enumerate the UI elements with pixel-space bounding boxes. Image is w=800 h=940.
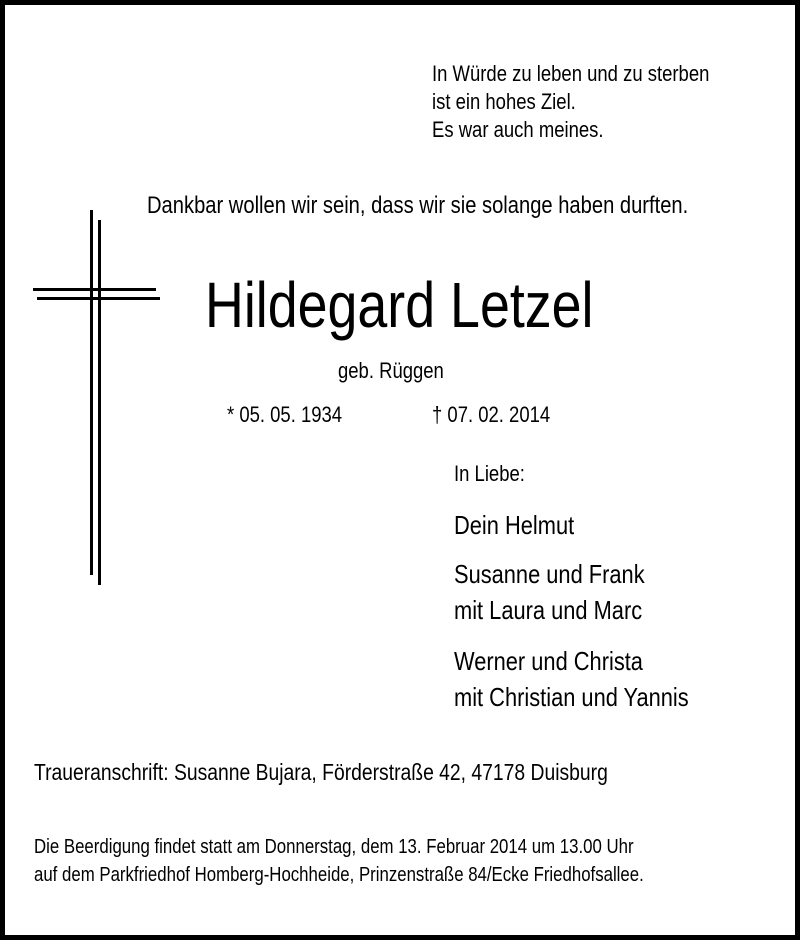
mourner-group <box>454 643 689 715</box>
birth-date: * 05. 05. 1934 <box>227 402 343 427</box>
gratitude-line: Dankbar wollen wir sein, dass wir sie solange haben durften. <box>147 192 689 219</box>
motto-line: ist ein hohes Ziel. <box>432 89 576 114</box>
deceased-name: Hildegard Letzel <box>205 269 594 341</box>
motto-verse <box>432 60 709 144</box>
mourning-address: Traueranschrift: Susanne Bujara, Förderstraße 42, 47178 Duisburg <box>34 759 608 785</box>
mourner-line: mit Laura und Marc <box>454 595 643 625</box>
maiden-name: geb. Rüggen <box>338 358 444 383</box>
mourner-line: mit Christian und Yannis <box>454 682 689 712</box>
death-date: † 07. 02. 2014 <box>432 402 551 427</box>
mourners-intro: In Liebe: <box>454 461 525 486</box>
mourner-line: Susanne und Frank <box>454 559 645 589</box>
funeral-line: Die Beerdigung findet statt am Donnerstag, dem 13. Februar 2014 um 13.00 Uhr <box>34 836 634 858</box>
motto-line: In Würde zu leben und zu sterben <box>432 61 710 86</box>
mourner-line: Dein Helmut <box>454 510 575 540</box>
mourner-line: Werner und Christa <box>454 646 643 676</box>
motto-line: Es war auch meines. <box>432 117 604 142</box>
mourner-group <box>454 556 645 628</box>
funeral-line: auf dem Parkfriedhof Homberg-Hochheide, Prinzenstraße 84/Ecke Friedhofsallee. <box>34 864 644 886</box>
funeral-notice <box>34 833 644 889</box>
